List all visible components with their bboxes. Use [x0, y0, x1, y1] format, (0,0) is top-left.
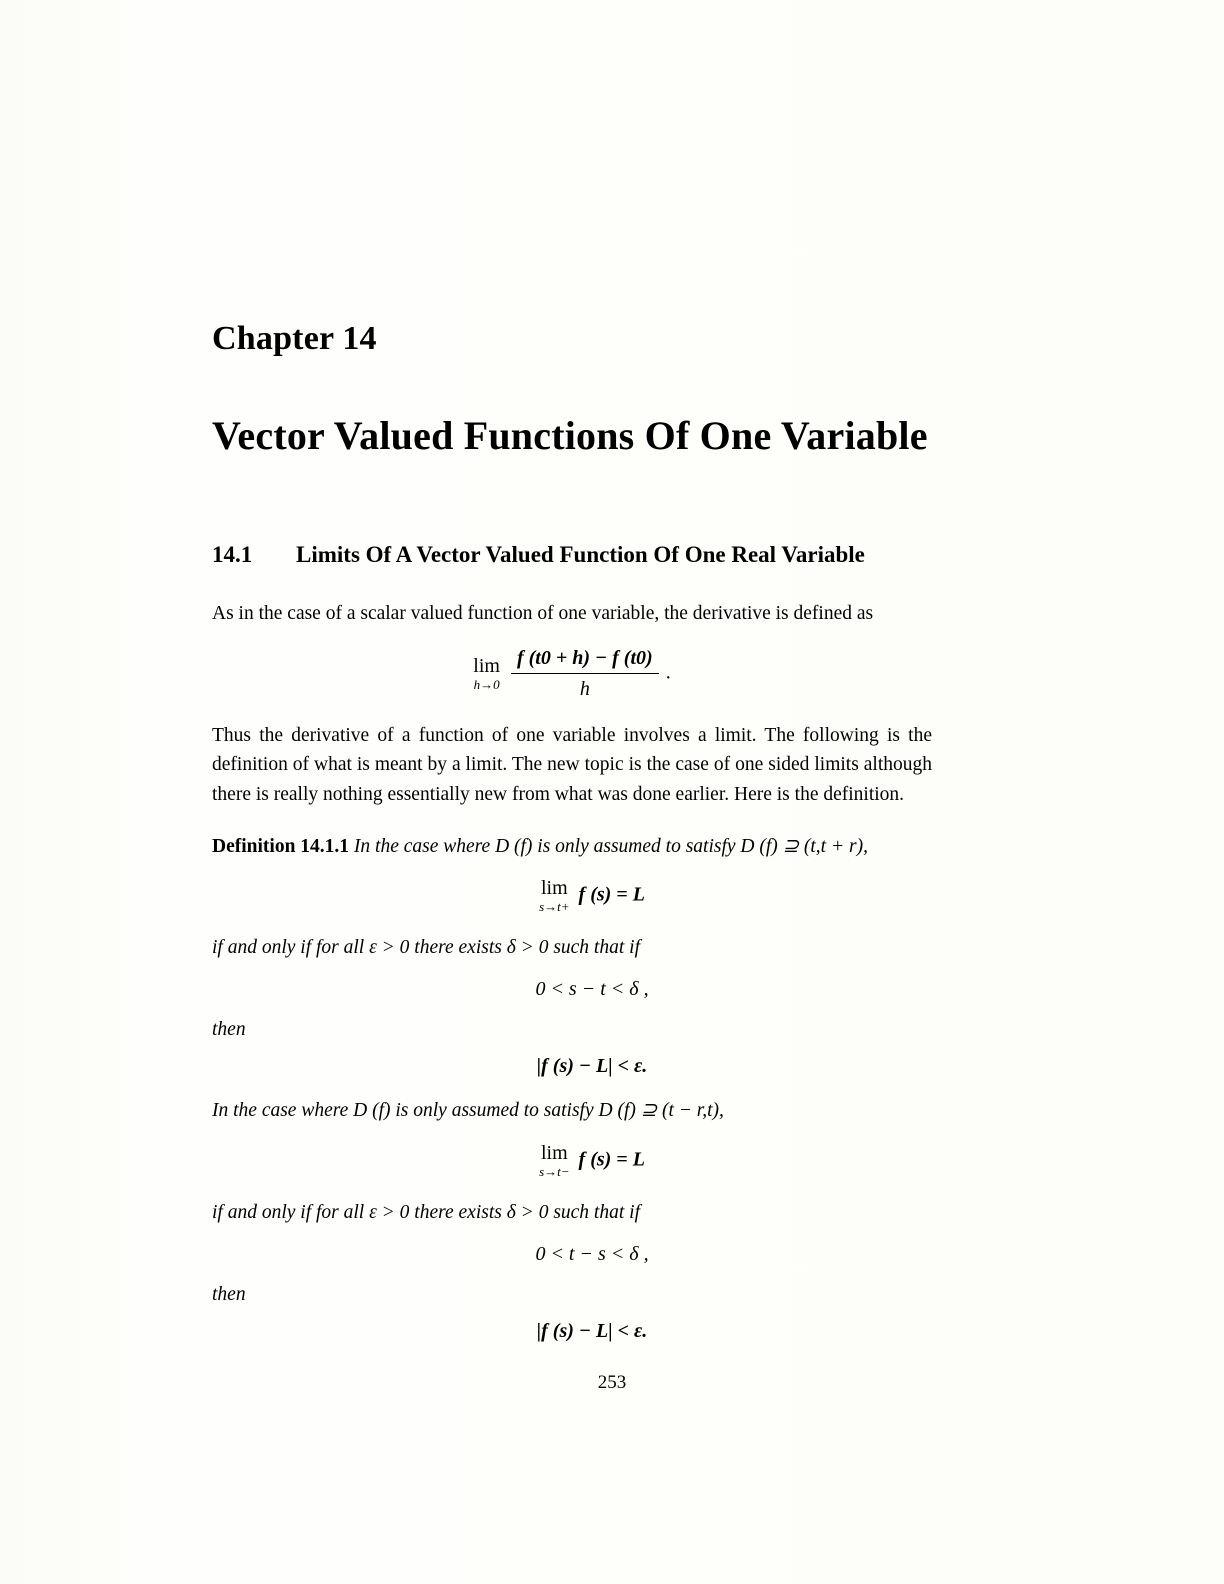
iff-right-text: if and only if for all ε > 0 there exists δ > 0 such that if: [212, 936, 640, 958]
paragraph-after-equation: Thus the derivative of a function of one variable involves a limit. The following is the definition of what is meant by a limit. The new topic is the case of one sided limits although there is really nothing essentially new from what was done earlier. Here is the definition.: [212, 724, 932, 805]
equation-right-limit: [252, 877, 932, 915]
equation-right-epsilon: |f (s) − L| < ε.: [536, 1055, 648, 1078]
limit-subscript: s→t−: [539, 1164, 570, 1179]
then-line-1: then: [212, 1019, 246, 1041]
section-title: Limits Of A Vector Valued Function Of One Real Variable: [296, 542, 865, 568]
fraction-denominator: h: [579, 677, 590, 700]
chapter-title: Vector Valued Functions Of One Variable: [212, 413, 928, 459]
equation-left-epsilon: |f (s) − L| < ε.: [536, 1320, 648, 1343]
second-case-text: In the case where D (f) is only assumed to satisfy D (f) ⊇ (t − r,t),: [212, 1100, 724, 1122]
limit-expression: f (s) = L: [578, 1148, 645, 1171]
limit-operator-right: [539, 877, 569, 915]
intro-paragraph: As in the case of a scalar valued function of one variable, the derivative is defined as: [212, 603, 874, 625]
fraction: [511, 645, 659, 703]
limit-op-text: lim: [473, 654, 500, 677]
equation-left-limit: [252, 1142, 932, 1180]
limit-op-text: lim: [540, 1142, 568, 1164]
page-number: 253: [597, 1372, 627, 1393]
definition-block: [212, 832, 932, 862]
equation-trailing-period: .: [665, 661, 671, 684]
page-content: [212, 320, 932, 1361]
limit-subscript: h→0: [473, 676, 500, 692]
limit-subscript: s→t+: [539, 899, 570, 915]
equation-derivative-limit: [212, 645, 932, 703]
limit-expression: f (s) = L: [578, 883, 645, 906]
definition-label: Definition 14.1.1: [212, 835, 350, 857]
then-line-2: then: [212, 1284, 246, 1306]
equation-right-delta: 0 < s − t < δ ,: [535, 978, 649, 1001]
definition-lead-text: In the case where D (f) is only assumed to satisfy D (f) ⊇ (t,t + r),: [353, 835, 868, 857]
chapter-label: Chapter 14: [212, 320, 377, 357]
section-number: 14.1: [212, 542, 253, 568]
limit-operator: [473, 655, 500, 693]
fraction-numerator: f (t0 + h) − f (t0): [511, 645, 659, 674]
iff-left-text: if and only if for all ε > 0 there exists δ > 0 such that if: [212, 1201, 640, 1223]
equation-left-delta: 0 < t − s < δ ,: [535, 1243, 649, 1266]
limit-op-text: lim: [540, 877, 568, 900]
section-heading: [212, 537, 932, 573]
limit-operator-left: [539, 1142, 569, 1180]
